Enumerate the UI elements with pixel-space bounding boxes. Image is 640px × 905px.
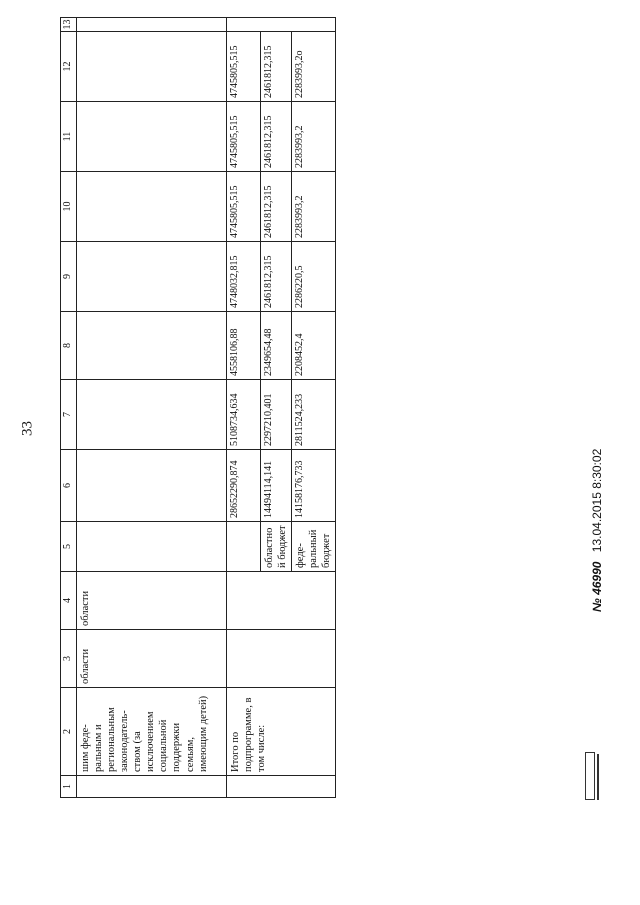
col-header: 5 <box>61 522 77 572</box>
table-cell <box>226 572 336 630</box>
col-header: 12 <box>61 32 77 102</box>
total-value: 4745805,515 <box>226 102 260 172</box>
table-cell <box>226 630 336 688</box>
federal-value: 2286220,5 <box>291 242 335 312</box>
federal-value: 2283993,2о <box>291 32 335 102</box>
budget-label: феде-ральный бюджет <box>291 522 335 572</box>
federal-value: 2283993,2 <box>291 172 335 242</box>
participant-cell: области <box>76 572 226 630</box>
col-header: 8 <box>61 312 77 380</box>
regional-value: 2461812,315 <box>260 102 291 172</box>
table-cell <box>76 312 226 380</box>
executor-cell: области <box>76 630 226 688</box>
table-cell <box>76 18 226 32</box>
budget-label: областной бюджет <box>260 522 291 572</box>
col-header: 4 <box>61 572 77 630</box>
table-cell <box>226 776 336 798</box>
table-cell <box>76 32 226 102</box>
table-cell <box>76 102 226 172</box>
table-cell <box>226 522 260 572</box>
logo-frame <box>585 752 595 800</box>
total-value: 4748032,815 <box>226 242 260 312</box>
program-funding-table <box>60 17 336 798</box>
regional-value: 2461812,315 <box>260 172 291 242</box>
table-cell <box>76 776 226 798</box>
regional-value: 2297210,401 <box>260 380 291 450</box>
document-stamp <box>590 352 612 612</box>
total-value: 5108734,634 <box>226 380 260 450</box>
col-header: 1 <box>61 776 77 798</box>
table-cell <box>76 380 226 450</box>
federal-value: 2208452,4 <box>291 312 335 380</box>
measure-description: шим феде-ральным и региональным законодатель-ством (за исключением социальной поддержки семьям, имеющим детей) <box>76 688 226 776</box>
total-value: 4745805,515 <box>226 172 260 242</box>
logo-underline <box>597 754 599 800</box>
col-header: 2 <box>61 688 77 776</box>
regional-value: 14494114,141 <box>260 450 291 522</box>
table-cell <box>76 450 226 522</box>
col-header: 7 <box>61 380 77 450</box>
registry-logo <box>583 752 605 800</box>
regional-value: 2349654,48 <box>260 312 291 380</box>
col-header: 6 <box>61 450 77 522</box>
table-row <box>76 18 226 798</box>
col-header: 11 <box>61 102 77 172</box>
regional-value: 2461812,315 <box>260 32 291 102</box>
table-cell <box>226 18 336 32</box>
col-header: 9 <box>61 242 77 312</box>
regional-value: 2461812,315 <box>260 242 291 312</box>
header-row <box>61 18 77 798</box>
total-value: 4745805,515 <box>226 32 260 102</box>
table-row <box>226 18 260 798</box>
page-number: 33 <box>19 421 36 436</box>
federal-value: 2283993,2 <box>291 102 335 172</box>
total-value: 28652290,874 <box>226 450 260 522</box>
col-header: 3 <box>61 630 77 688</box>
total-value: 4558106,88 <box>226 312 260 380</box>
col-header: 10 <box>61 172 77 242</box>
table-container <box>60 18 330 798</box>
federal-value: 14158176,733 <box>291 450 335 522</box>
table-cell <box>76 242 226 312</box>
total-label: Итого по подпрограмме, в том числе: <box>226 688 336 776</box>
table-cell <box>76 172 226 242</box>
table-cell <box>76 522 226 572</box>
document-timestamp: 13.04.2015 8:30:02 <box>590 448 604 553</box>
col-header: 13 <box>61 18 77 32</box>
document-number: № 46990 <box>590 561 604 612</box>
federal-value: 2811524,233 <box>291 380 335 450</box>
